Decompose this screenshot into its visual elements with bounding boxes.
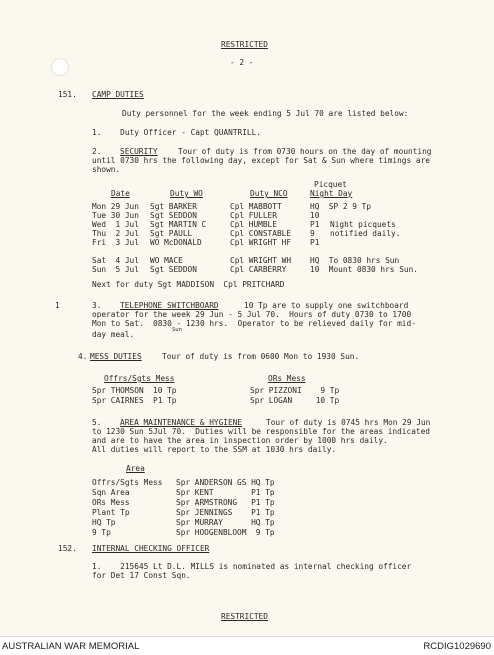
para-2-title: SECURITY (120, 147, 158, 156)
row-wo: WO MACE (150, 256, 183, 265)
offrs-mess-duty: Spr THOMSON 10 Tp (92, 386, 177, 395)
sun-insert: Sun (172, 327, 182, 333)
row-nco: Cpl CARBERRY (230, 265, 287, 274)
archive-name: AUSTRALIAN WAR MEMORIAL (2, 641, 140, 652)
notified-daily-note: notified daily. (330, 229, 401, 238)
col-night-day: Night Day (310, 189, 353, 198)
row-wo: Sgt SEDDON (150, 265, 197, 274)
para-3-line-1: 10 Tp are to supply one switchboard (244, 301, 409, 310)
para-5-line-2: to 1230 Sun 5Jul 70. Duties will be responsible for the areas indicated (92, 427, 430, 436)
row-date: Wed 1 Jul (92, 220, 139, 229)
punch-hole (51, 58, 69, 76)
section-number-151: 151. (58, 90, 77, 99)
col-picquet: Picquet (314, 180, 347, 189)
area-name: Plant Tp (92, 508, 130, 517)
section-title-camp-duties: CAMP DUTIES (92, 90, 144, 99)
row-date: Mon 29 Jun (92, 202, 139, 211)
next-for-duty: Next for duty Sgt MADDISON Cpl PRITCHARD (92, 280, 285, 289)
area-sapper: Spr ARMSTRONG P1 Tp (176, 498, 275, 507)
row-date: Tue 30 Jun (92, 211, 139, 220)
para-3-line-3: Mon to Sat. 0830 - 1230 hrs. Operator to be relieved daily for mid- (92, 319, 416, 328)
para-3-line-2: operator for the week 29 Jun - 5 Jul 70. Hours of duty 0730 to 1700 (92, 310, 412, 319)
row-picquet: 9 (310, 229, 315, 238)
row-date: Sun 5 Jul (92, 265, 139, 274)
area-sapper: Spr MURRAY HQ Tp (176, 518, 275, 527)
row-picquet: HQ SP 2 9 Tp (310, 202, 372, 211)
night-picquets-note: Night picquets (330, 220, 396, 229)
area-name: 9 Tp (92, 528, 111, 537)
para-3-line-4: day meal. (92, 330, 135, 339)
offrs-mess-title: Offrs/Sgts Mess (104, 374, 175, 383)
row-wo: Sgt PAULL (150, 229, 193, 238)
archive-footer (0, 636, 494, 655)
area-sapper: Spr JENNINGS P1 Tp (176, 508, 275, 517)
sec-152-line-2: for Det 17 Const Sqn. (92, 571, 191, 580)
section-title-internal-checking: INTERNAL CHECKING OFFICER (92, 544, 210, 553)
margin-mark: 1 (55, 301, 60, 310)
row-picquet: 10 Mount 0830 hrs Sun. (310, 265, 418, 274)
para-5-title: AREA MAINTENANCE & HYGIENE (120, 418, 243, 427)
row-wo: Sgt MARTIN C (150, 220, 207, 229)
row-nco: Cpl CONSTABLE (230, 229, 292, 238)
row-nco: Cpl MABBOTT (230, 202, 282, 211)
row-wo: WO McDONALD (150, 238, 202, 247)
row-picquet: P1 (310, 220, 320, 229)
row-date: Fri 3 Jul (92, 238, 139, 247)
col-duty-wo: Duty WO (170, 189, 203, 198)
row-date: Sat 4 Jul (92, 256, 139, 265)
area-name: HQ Tp (92, 518, 116, 527)
para-2-line-1: Tour of duty is from 0730 hours on the day of mounting (178, 147, 432, 156)
row-nco: Cpl WRIGHT HF (230, 238, 292, 247)
row-wo: Sgt BARKER (150, 202, 197, 211)
intro-line: Duty personnel for the week ending 5 Jul 70 are listed below: (122, 109, 409, 118)
para-3-number: 3. (92, 301, 102, 310)
row-picquet: HQ To 0830 hrs Sun (310, 256, 400, 265)
para-2-number: 2. (92, 147, 102, 156)
col-duty-nco: Duty NCO (250, 189, 288, 198)
ors-mess-duty: Spr LOGAN 10 Tp (250, 396, 340, 405)
para-5-line-4: All duties will report to the SSM at 1030 hrs daily. (92, 445, 337, 454)
area-title: Area (126, 464, 145, 473)
para-2-line-2: until 0730 hrs the following day, except for Sat & Sun where timings are (92, 156, 430, 165)
area-name: Offrs/Sgts Mess (92, 478, 163, 487)
footer-classification: RESTRICTED (221, 612, 268, 621)
para-5-number: 5. (92, 418, 102, 427)
row-date: Thu 2 Jul (92, 229, 139, 238)
row-nco: Cpl FULLER (230, 211, 277, 220)
sec-152-line-1: 1. 215645 Lt D.L. MILLS is nominated as internal checking officer (92, 562, 412, 571)
area-name: Sqn Area (92, 488, 130, 497)
ors-mess-duty: Spr PIZZONI 9 Tp (250, 386, 340, 395)
area-sapper: Spr ANDERSON GS HQ Tp (176, 478, 275, 487)
archive-reference: RCDIG1029690 (423, 641, 491, 652)
para-4-title: MESS DUTIES (90, 352, 142, 361)
section-number-152: 152. (58, 544, 77, 553)
para-5-line-3: and are to have the area in inspection order by 1000 hrs daily. (92, 436, 388, 445)
para-3-title: TELEPHONE SWITCHBOARD (120, 301, 219, 310)
para-4-number: 4. (78, 352, 88, 361)
header-classification: RESTRICTED (221, 40, 268, 49)
para-5-line-1: Tour of duty is 0745 hrs Mon 29 Jun (266, 418, 431, 427)
area-sapper: Spr HOOGENBLOOM 9 Tp (176, 528, 275, 537)
ors-mess-title: ORs Mess (268, 374, 306, 383)
para-4-text: Tour of duty is from 0600 Mon to 1930 Sun. (162, 352, 360, 361)
area-name: ORs Mess (92, 498, 130, 507)
row-picquet: P1 (310, 238, 320, 247)
row-nco: Cpl HUMBLE (230, 220, 277, 229)
area-sapper: Spr KENT P1 Tp (176, 488, 275, 497)
offrs-mess-duty: Spr CAIRNES P1 Tp (92, 396, 177, 405)
page-number: - 2 - (230, 58, 254, 67)
row-nco: Cpl WRIGHT WH (230, 256, 292, 265)
col-date: Date (111, 189, 130, 198)
row-wo: Sgt SEDDON (150, 211, 197, 220)
para-2-line-3: shown. (92, 165, 121, 174)
duty-officer-line: 1. Duty Officer - Capt QUANTRILL. (92, 128, 261, 137)
row-picquet: 10 (310, 211, 320, 220)
